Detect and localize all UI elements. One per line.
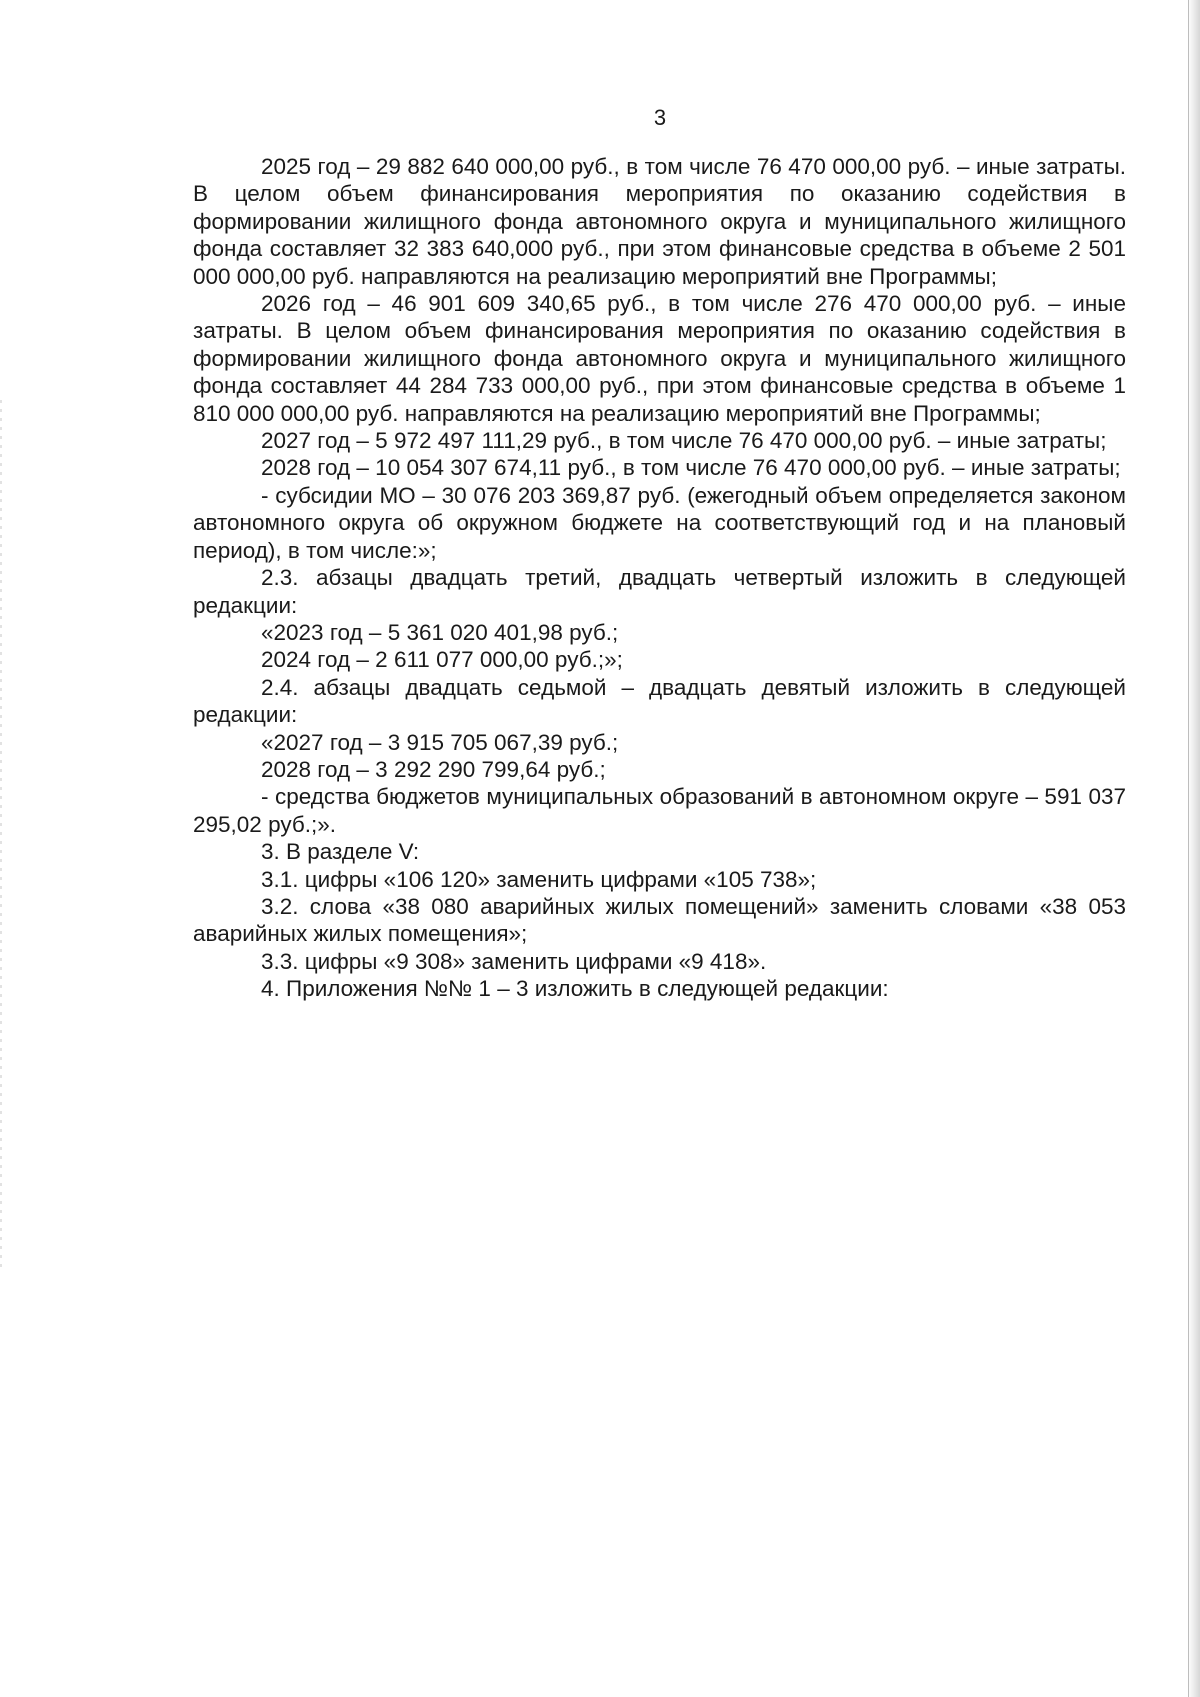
paragraph-3-2: 3.2. слова «38 080 аварийных жилых помещений» заменить словами «38 053 аварийных жилых помещения»; <box>193 893 1126 947</box>
paragraph-2028: 2028 год – 10 054 307 674,11 руб., в том числе 76 470 000,00 руб. – иные затраты; <box>261 455 1121 481</box>
paragraph-3-3: 3.3. цифры «9 308» заменить цифрами «9 418». <box>261 948 767 974</box>
paragraph-2-3: 2.3. абзацы двадцать третий, двадцать четвертый изложить в следующей редакции: <box>193 565 1126 618</box>
paragraph-4: 4. Приложения №№ 1 – 3 изложить в следующей редакции: <box>261 976 889 1002</box>
page-edge-shadow <box>1188 0 1200 1697</box>
paragraph-2024-amount: 2024 год – 2 611 077 000,00 руб.;»; <box>261 647 623 673</box>
paragraph-2026: 2026 год – 46 901 609 340,65 руб., в том числе 276 470 000,00 руб. – иные затраты. В целом объем финансирования мероприятия по оказанию содействия в формировании жилищного фонда автономного округа и муниципального жилищного фонда составляет 44 284 733 000,00 руб., при этом финансовые средства в объеме 1 810 000 000,00 руб. направляются на реализацию мероприятий вне Программы; <box>193 291 1126 426</box>
scan-margin-mark <box>0 400 2 1270</box>
paragraph-2023-amount: «2023 год – 5 361 020 401,98 руб.; <box>261 619 619 645</box>
paragraph-section-3: 3. В разделе V: <box>261 839 420 865</box>
paragraph-2-4: 2.4. абзацы двадцать седьмой – двадцать девятый изложить в следующей редакции: <box>193 674 1126 728</box>
paragraph-2027: 2027 год – 5 972 497 111,29 руб., в том числе 76 470 000,00 руб. – иные затраты; <box>261 428 1107 454</box>
paragraph-3-1: 3.1. цифры «106 120» заменить цифрами «105 738»; <box>261 866 817 892</box>
paragraph-2027-amount: «2027 год – 3 915 705 067,39 руб.; <box>261 729 619 755</box>
paragraph-2028-amount: 2028 год – 3 292 290 799,64 руб.; <box>261 756 606 782</box>
document-body <box>193 153 1126 1003</box>
paragraph-municipal-budgets: - средства бюджетов муниципальных образований в автономном округе – 591 037 295,02 руб.;». <box>193 784 1126 837</box>
page-number: 3 <box>653 105 667 130</box>
paragraph-subsidies: - субсидии МО – 30 076 203 369,87 руб. (ежегодный объем определяется законом автономного округа об окружном бюджете на соответствующий год и на плановый период), в том числе:»; <box>193 482 1126 563</box>
page-edge-line <box>1188 0 1189 1697</box>
paragraph-2025: 2025 год – 29 882 640 000,00 руб., в том числе 76 470 000,00 руб. – иные затраты. В целом объем финансирования мероприятия по оказанию содействия в формировании жилищного фонда автономного округа и муниципального жилищного фонда составляет 32 383 640,000 руб., при этом финансовые средства в объеме 2 501 000 000,00 руб. направляются на реализацию мероприятий вне Программы; <box>193 154 1126 289</box>
